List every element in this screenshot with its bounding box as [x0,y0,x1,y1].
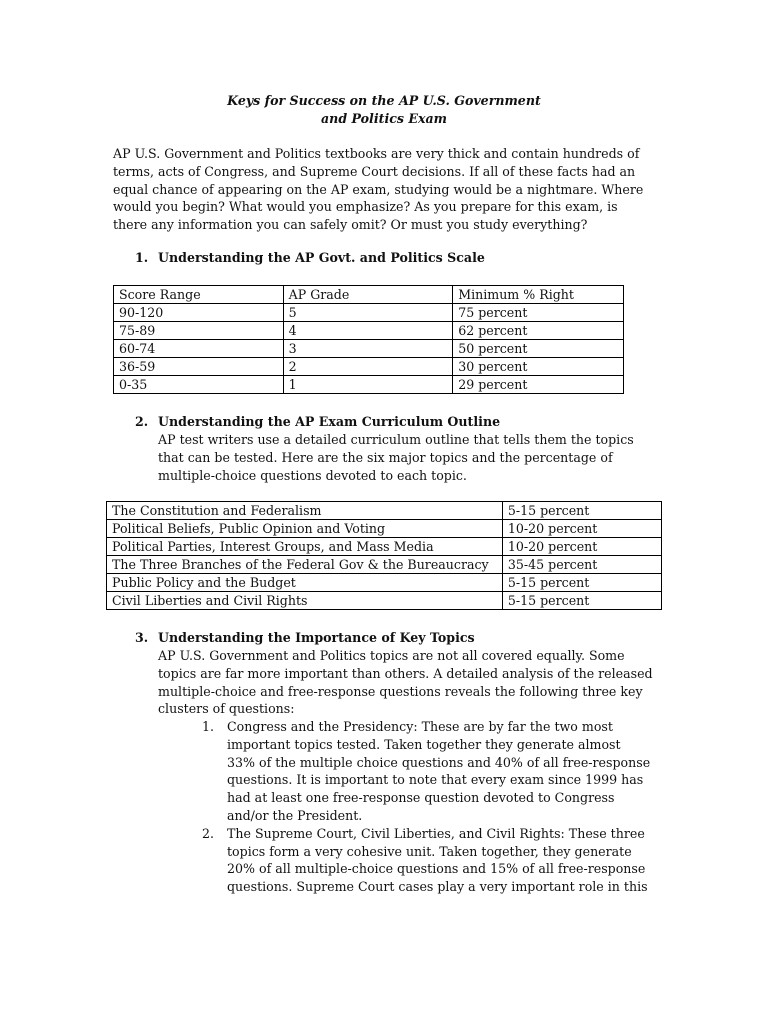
intro-line: would you begin? What would you emphasize? As you prepare for this exam, is [113,199,618,215]
intro-line: there any information you can safely omit? Or must you study everything? [113,217,588,233]
table-row [114,376,624,394]
table-row [107,538,662,556]
list-item-line: and/or the President. [227,807,363,823]
table-row [114,340,624,358]
list-item-line: Congress and the Presidency: These are by far the two most [227,719,613,734]
table-row [107,520,662,538]
table-header-cell: AP Grade [283,286,453,304]
list-item-text [227,825,672,896]
section-3-paragraph [158,647,678,718]
table-cell: 50 percent [453,340,624,358]
title-line-1: Keys for Success on the AP U.S. Government [227,93,541,108]
percent-cell: 5-15 percent [502,502,661,520]
intro-line: terms, acts of Congress, and Supreme Court decisions. If all of these facts had an [113,163,636,179]
topic-cell: The Three Branches of the Federal Gov & the Bureaucracy [107,556,503,574]
table-cell: 29 percent [453,376,624,394]
list-item-line: important topics tested. Taken together they generate almost [227,736,621,752]
table-header-cell: Score Range [114,286,284,304]
table-cell: 90-120 [114,304,284,322]
table-header-row [114,286,624,304]
list-item-line: questions. Supreme Court cases play a very important role in this [227,879,648,895]
percent-cell: 5-15 percent [502,592,661,610]
table-cell: 2 [283,358,453,376]
table-cell: 75-89 [114,322,284,340]
intro-line: AP U.S. Government and Politics textbooks are very thick and contain hundreds of [113,146,640,161]
paragraph-line: AP U.S. Government and Politics topics are not all covered equally. Some [158,648,625,663]
topic-cell: Political Parties, Interest Groups, and Mass Media [107,538,503,556]
paragraph-line: multiple-choice questions devoted to each topic. [158,467,467,483]
table-row [114,304,624,322]
topic-cell: Public Policy and the Budget [107,574,503,592]
table-cell: 3 [283,340,453,358]
section-title: Understanding the Importance of Key Topics [158,630,475,645]
list-item [202,718,672,825]
table-row [107,556,662,574]
table-header-cell: Minimum % Right [453,286,624,304]
table-row [107,592,662,610]
table-row [107,502,662,520]
section-1-heading [135,249,485,267]
section-title: Understanding the AP Govt. and Politics Scale [158,250,485,265]
section-3-heading [135,629,475,647]
table-cell: 75 percent [453,304,624,322]
section-number: 3. [135,630,149,645]
table-row [114,358,624,376]
percent-cell: 10-20 percent [502,520,661,538]
section-2-paragraph [158,431,678,484]
table-cell: 5 [283,304,453,322]
intro-paragraph [113,145,653,234]
percent-cell: 35-45 percent [502,556,661,574]
topic-cell: The Constitution and Federalism [107,502,503,520]
key-topics-list [202,718,672,896]
table-cell: 4 [283,322,453,340]
document-title [0,92,768,128]
table-cell: 60-74 [114,340,284,358]
paragraph-line: multiple-choice and free-response questions reveals the following three key [158,683,643,699]
section-2-heading [135,413,500,431]
section-title: Understanding the AP Exam Curriculum Outline [158,414,501,429]
topic-cell: Political Beliefs, Public Opinion and Voting [107,520,503,538]
table-row [114,322,624,340]
paragraph-line: topics are far more important than others. A detailed analysis of the released [158,665,653,681]
section-number: 2. [135,414,149,429]
list-item-line: questions. It is important to note that every exam since 1999 has [227,772,644,788]
table-cell: 0-35 [114,376,284,394]
paragraph-line: clusters of questions: [158,701,295,717]
score-scale-table [113,285,624,394]
list-item-number: 2. [202,825,215,841]
percent-cell: 5-15 percent [502,574,661,592]
list-item-line: The Supreme Court, Civil Liberties, and Civil Rights: These three [227,825,645,841]
list-item-line: topics form a very cohesive unit. Taken together, they generate [227,843,632,859]
paragraph-line: AP test writers use a detailed curriculum outline that tells them the topics [158,432,634,447]
table-cell: 36-59 [114,358,284,376]
paragraph-line: that can be tested. Here are the six major topics and the percentage of [158,449,613,465]
percent-cell: 10-20 percent [502,538,661,556]
table-row [107,574,662,592]
list-item-number: 1. [202,719,215,734]
table-cell: 1 [283,376,453,394]
list-item-line: had at least one free-response question devoted to Congress [227,790,615,806]
curriculum-topics-table [106,501,662,610]
title-line-2: and Politics Exam [321,111,447,126]
section-number: 1. [135,250,149,265]
list-item-line: 20% of all multiple-choice questions and 15% of all free-response [227,861,646,877]
topic-cell: Civil Liberties and Civil Rights [107,592,503,610]
table-cell: 30 percent [453,358,624,376]
list-item-line: 33% of the multiple choice questions and 40% of all free-response [227,754,651,770]
table-cell: 62 percent [453,322,624,340]
intro-line: equal chance of appearing on the AP exam, studying would be a nightmare. Where [113,181,644,197]
list-item-text [227,718,672,825]
list-item [202,825,672,896]
